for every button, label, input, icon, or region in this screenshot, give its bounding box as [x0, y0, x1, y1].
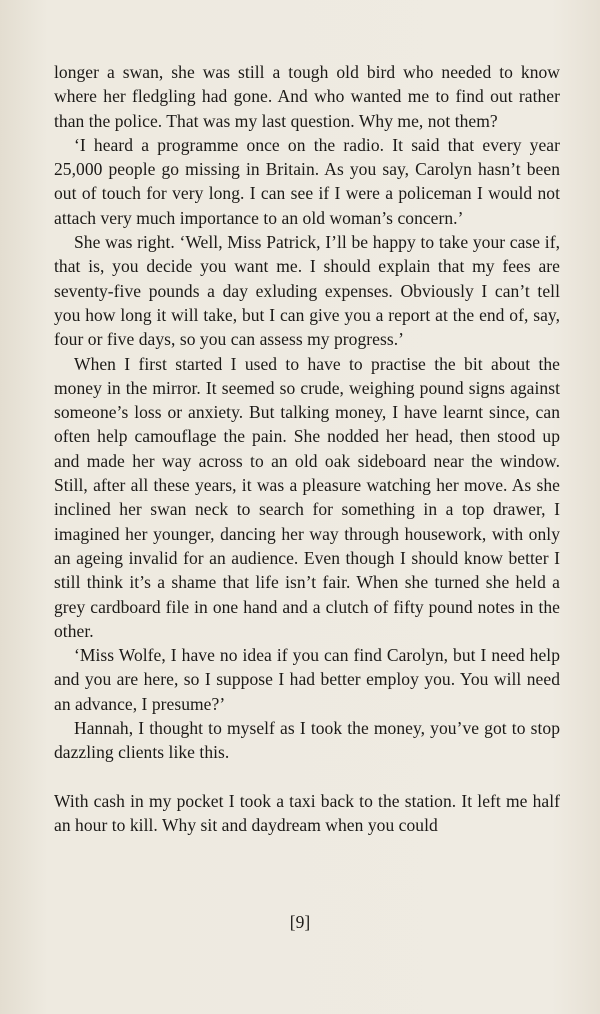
- paragraph: Hannah, I thought to myself as I took the money, you’ve got to stop dazzling clients like this.: [54, 718, 560, 763]
- page-number: [9]: [289, 912, 311, 932]
- paragraph: ‘I heard a programme once on the radio. It said that every year 25,000 people go missing in Britain. As you say, Carolyn hasn’t been out of touch for very long. I can see if I were a policeman I would not attach very much importance to an old woman’s concern.’: [54, 134, 560, 228]
- paragraph: ‘Miss Wolfe, I have no idea if you can find Carolyn, but I need help and you are here, so I suppose I had better employ you. You will need an advance, I presume?’: [54, 645, 560, 714]
- paragraph: She was right. ‘Well, Miss Patrick, I’ll be happy to take your case if, that is, you decide you want me. I should explain that my fees are seventy-five pounds a day exluding expenses. Obviously I can’t tell you how long it will take, but I can give you a report at the end of, say, four or five days, so you can assess my progress.’: [54, 232, 560, 350]
- paragraph: When I first started I used to have to practise the bit about the money in the mirror. It seemed so crude, weighing pound signs against someone’s loss or anxiety. But talking money, I have learnt since, can often help camouflage the pain. She nodded her head, then stood up and made her way across to an old oak sideboard near the window. Still, after all these years, it was a pleasure watching her move. As she inclined her swan neck to search for something in a top drawer, I imagined her younger, dancing her way through housework, with only an ageing invalid for an audience. Even though I should know better I still think it’s a shame that life isn’t fair. When she turned she held a grey cardboard file in one hand and a clutch of fifty pound notes in the other.: [54, 353, 560, 641]
- body-text: [54, 60, 560, 838]
- paragraph: With cash in my pocket I took a taxi back to the station. It left me half an hour to kill. Why sit and daydream when you could: [54, 790, 560, 836]
- paragraph: longer a swan, she was still a tough old bird who needed to know where her fledgling had gone. And who wanted me to find out rather than the police. That was my last question. Why me, not them?: [54, 62, 560, 131]
